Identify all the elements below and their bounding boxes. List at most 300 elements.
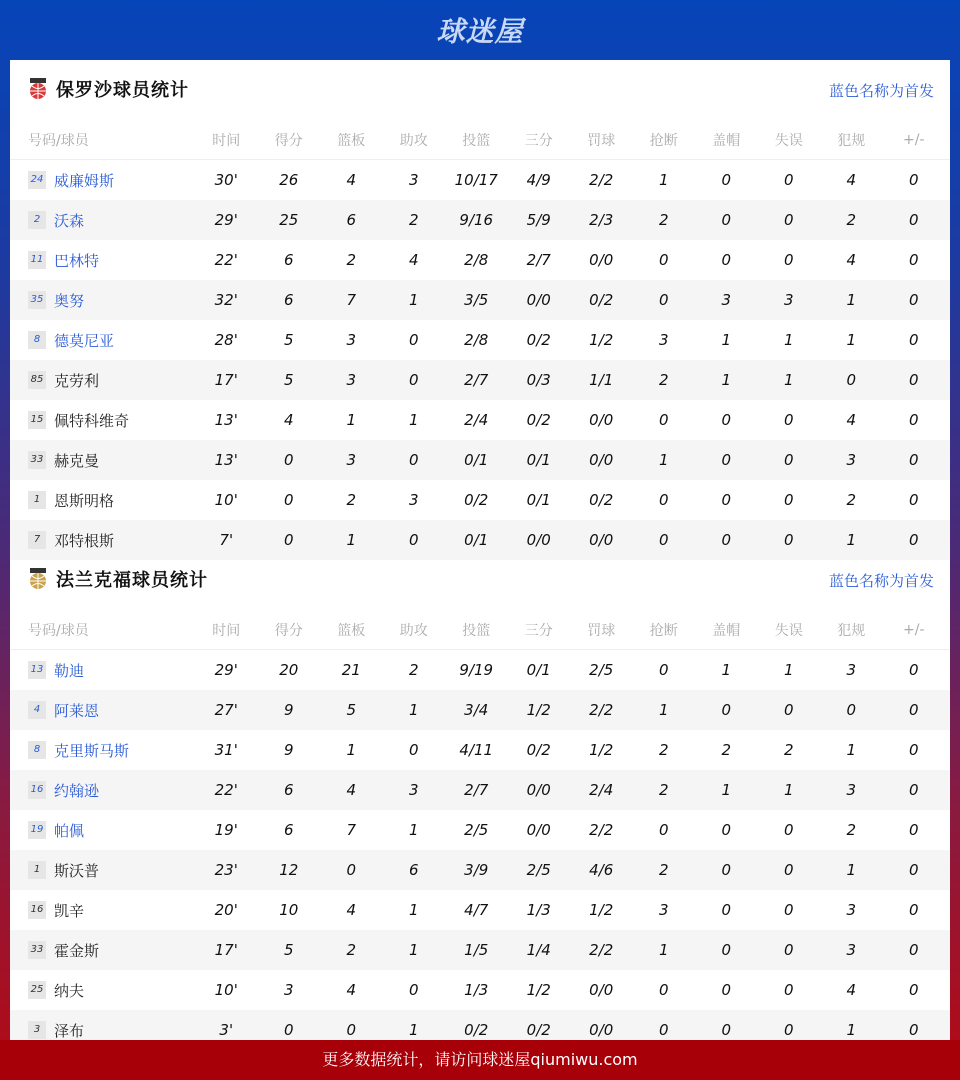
player-cell xyxy=(10,700,195,721)
stat-ft: 0/0 xyxy=(589,251,614,269)
stat-ft: 4/6 xyxy=(589,861,614,879)
jersey-number-badge: 25 xyxy=(28,981,46,999)
team-header xyxy=(10,60,950,120)
stat-plus-minus: 0 xyxy=(908,861,919,879)
stat-fouls: 1 xyxy=(846,291,857,309)
stat-assists: 0 xyxy=(408,981,419,999)
stat-ft: 0/2 xyxy=(589,291,614,309)
column-header[interactable]: 投篮 xyxy=(462,132,491,149)
stat-turnovers: 0 xyxy=(783,171,794,189)
player-row[interactable] xyxy=(10,480,950,520)
stat-turnovers: 0 xyxy=(783,941,794,959)
stat-time: 28' xyxy=(214,331,238,349)
column-header[interactable]: 抢断 xyxy=(649,132,678,149)
column-header[interactable]: 犯规 xyxy=(837,132,866,149)
player-name-link[interactable]: 佩特科维奇 xyxy=(54,411,130,430)
stat-ft: 0/0 xyxy=(589,531,614,549)
column-header[interactable]: +/- xyxy=(903,131,925,148)
stat-fg: 0/1 xyxy=(464,451,489,469)
column-header[interactable]: 篮板 xyxy=(337,622,366,639)
stat-rebounds: 1 xyxy=(346,531,357,549)
stat-blocks: 0 xyxy=(721,171,732,189)
stat-turnovers: 0 xyxy=(783,901,794,919)
stat-rebounds: 0 xyxy=(346,1021,357,1039)
stat-plus-minus: 0 xyxy=(908,171,919,189)
player-row[interactable] xyxy=(10,690,950,730)
stat-steals: 0 xyxy=(658,661,669,679)
player-row[interactable] xyxy=(10,930,950,970)
stat-assists: 3 xyxy=(408,171,419,189)
stat-assists: 6 xyxy=(408,861,419,879)
jersey-number-badge: 7 xyxy=(28,531,46,549)
player-name-link[interactable]: 威廉姆斯 xyxy=(54,171,115,190)
stat-fouls: 1 xyxy=(846,861,857,879)
jersey-number-badge: 33 xyxy=(28,941,46,959)
stat-fouls: 0 xyxy=(846,371,857,389)
player-cell xyxy=(10,1020,195,1041)
stat-three-pt: 0/3 xyxy=(526,371,551,389)
jersey-number-badge: 11 xyxy=(28,251,46,269)
player-row[interactable] xyxy=(10,970,950,1010)
stat-plus-minus: 0 xyxy=(908,451,919,469)
stat-blocks: 0 xyxy=(721,901,732,919)
column-header[interactable]: 盖帽 xyxy=(712,132,741,149)
stat-points: 26 xyxy=(279,171,299,189)
column-header[interactable]: 助攻 xyxy=(399,622,428,639)
stat-plus-minus: 0 xyxy=(908,251,919,269)
stat-steals: 2 xyxy=(658,781,669,799)
stat-fouls: 4 xyxy=(846,171,857,189)
team-title: 法兰克福球员统计 xyxy=(56,570,208,591)
player-cell xyxy=(10,490,195,511)
player-name-link[interactable]: 泽布 xyxy=(54,1021,85,1040)
stat-three-pt: 0/0 xyxy=(526,781,551,799)
stat-plus-minus: 0 xyxy=(908,981,919,999)
player-name-link[interactable]: 克劳利 xyxy=(54,371,100,390)
stat-steals: 0 xyxy=(658,411,669,429)
stat-rebounds: 2 xyxy=(346,251,357,269)
team-title: 保罗沙球员统计 xyxy=(56,80,189,101)
stat-three-pt: 1/4 xyxy=(526,941,551,959)
stat-blocks: 0 xyxy=(721,1021,732,1039)
stat-points: 6 xyxy=(283,291,294,309)
player-cell xyxy=(10,450,195,471)
stat-turnovers: 0 xyxy=(783,251,794,269)
stat-blocks: 1 xyxy=(721,661,732,679)
stat-steals: 1 xyxy=(658,171,669,189)
player-row[interactable] xyxy=(10,400,950,440)
column-header[interactable]: 失误 xyxy=(774,622,803,639)
stat-rebounds: 1 xyxy=(346,741,357,759)
stat-time: 7' xyxy=(219,531,234,549)
stat-fouls: 3 xyxy=(846,781,857,799)
stat-fouls: 1 xyxy=(846,531,857,549)
stat-points: 3 xyxy=(283,981,294,999)
player-name-link[interactable]: 阿莱恩 xyxy=(54,701,100,720)
stat-turnovers: 0 xyxy=(783,411,794,429)
column-header[interactable]: 号码/球员 xyxy=(28,132,89,149)
player-name-link[interactable]: 克里斯马斯 xyxy=(54,741,130,760)
stat-points: 0 xyxy=(283,491,294,509)
stat-ft: 2/2 xyxy=(589,171,614,189)
stat-time: 17' xyxy=(214,371,238,389)
stat-three-pt: 1/2 xyxy=(526,701,551,719)
stat-steals: 1 xyxy=(658,941,669,959)
stat-steals: 0 xyxy=(658,821,669,839)
column-header[interactable]: 犯规 xyxy=(837,622,866,639)
column-header[interactable]: 失误 xyxy=(774,132,803,149)
stat-steals: 0 xyxy=(658,981,669,999)
stat-rebounds: 3 xyxy=(346,451,357,469)
stat-rebounds: 3 xyxy=(346,331,357,349)
column-header[interactable]: 抢断 xyxy=(649,622,678,639)
player-cell xyxy=(10,660,195,681)
stat-time: 31' xyxy=(214,741,238,759)
player-cell xyxy=(10,170,195,191)
stat-points: 10 xyxy=(279,901,299,919)
team-logo-icon xyxy=(28,78,48,100)
stat-ft: 2/2 xyxy=(589,821,614,839)
player-row[interactable] xyxy=(10,280,950,320)
player-name-link[interactable]: 恩斯明格 xyxy=(54,491,115,510)
stat-turnovers: 0 xyxy=(783,451,794,469)
stat-assists: 1 xyxy=(408,701,419,719)
stat-ft: 1/2 xyxy=(589,901,614,919)
stat-rebounds: 4 xyxy=(346,981,357,999)
player-cell xyxy=(10,290,195,311)
player-row[interactable] xyxy=(10,160,950,200)
stat-steals: 2 xyxy=(658,371,669,389)
stat-rebounds: 4 xyxy=(346,171,357,189)
stat-blocks: 0 xyxy=(721,531,732,549)
stat-blocks: 3 xyxy=(721,291,732,309)
stat-time: 23' xyxy=(214,861,238,879)
footer-banner[interactable]: 更多数据统计，请访问球迷屋qiumiwu.com xyxy=(0,1040,960,1080)
stat-fouls: 0 xyxy=(846,701,857,719)
stat-fouls: 3 xyxy=(846,661,857,679)
player-name-link[interactable]: 邓特根斯 xyxy=(54,531,115,550)
stat-fg: 3/4 xyxy=(464,701,489,719)
stat-points: 0 xyxy=(283,451,294,469)
column-header[interactable]: 罚球 xyxy=(587,132,616,149)
player-name-link[interactable]: 斯沃普 xyxy=(54,861,100,880)
stat-time: 13' xyxy=(214,411,238,429)
stat-steals: 0 xyxy=(658,531,669,549)
stats-card xyxy=(10,60,950,1040)
stat-turnovers: 0 xyxy=(783,1021,794,1039)
player-name-link[interactable]: 奥努 xyxy=(54,291,85,310)
player-row[interactable] xyxy=(10,360,950,400)
player-row[interactable] xyxy=(10,810,950,850)
stat-three-pt: 0/0 xyxy=(526,291,551,309)
player-name-link[interactable]: 德莫尼亚 xyxy=(54,331,115,350)
stat-rebounds: 4 xyxy=(346,781,357,799)
stat-points: 12 xyxy=(279,861,299,879)
player-row[interactable] xyxy=(10,320,950,360)
stat-rebounds: 5 xyxy=(346,701,357,719)
stat-plus-minus: 0 xyxy=(908,701,919,719)
stat-turnovers: 0 xyxy=(783,701,794,719)
stat-steals: 0 xyxy=(658,251,669,269)
player-cell xyxy=(10,410,195,431)
stat-rebounds: 6 xyxy=(346,211,357,229)
stat-rebounds: 7 xyxy=(346,821,357,839)
stat-steals: 0 xyxy=(658,491,669,509)
stat-blocks: 1 xyxy=(721,371,732,389)
stat-fouls: 4 xyxy=(846,251,857,269)
stat-plus-minus: 0 xyxy=(908,211,919,229)
stat-assists: 1 xyxy=(408,411,419,429)
column-header[interactable]: 时间 xyxy=(212,622,241,639)
stat-ft: 1/2 xyxy=(589,741,614,759)
player-row[interactable] xyxy=(10,200,950,240)
stat-assists: 3 xyxy=(408,491,419,509)
jersey-number-badge: 15 xyxy=(28,411,46,429)
player-name-link[interactable]: 勒迪 xyxy=(54,661,85,680)
stat-time: 19' xyxy=(214,821,238,839)
stat-turnovers: 3 xyxy=(783,291,794,309)
jersey-number-badge: 16 xyxy=(28,901,46,919)
starter-legend-note: 蓝色名称为首发 xyxy=(828,572,934,590)
stat-rebounds: 1 xyxy=(346,411,357,429)
stat-turnovers: 2 xyxy=(783,741,794,759)
stat-fouls: 1 xyxy=(846,1021,857,1039)
stat-time: 3' xyxy=(219,1021,234,1039)
stat-assists: 2 xyxy=(408,661,419,679)
column-header[interactable]: 三分 xyxy=(524,132,553,149)
stat-turnovers: 0 xyxy=(783,531,794,549)
stat-ft: 0/0 xyxy=(589,451,614,469)
stat-blocks: 1 xyxy=(721,331,732,349)
stat-time: 30' xyxy=(214,171,238,189)
player-name-link[interactable]: 巴林特 xyxy=(54,251,100,270)
stat-rebounds: 3 xyxy=(346,371,357,389)
stat-three-pt: 1/3 xyxy=(526,901,551,919)
column-header[interactable]: 罚球 xyxy=(587,622,616,639)
stat-steals: 2 xyxy=(658,861,669,879)
player-row[interactable] xyxy=(10,770,950,810)
stat-time: 10' xyxy=(214,491,238,509)
column-header[interactable]: 时间 xyxy=(212,132,241,149)
stat-steals: 1 xyxy=(658,701,669,719)
column-header[interactable]: 得分 xyxy=(274,622,303,639)
player-name-link[interactable]: 纳夫 xyxy=(54,981,85,1000)
stat-ft: 1/1 xyxy=(589,371,614,389)
stat-points: 5 xyxy=(283,941,294,959)
stat-fouls: 2 xyxy=(846,491,857,509)
stat-turnovers: 1 xyxy=(783,661,794,679)
player-row[interactable] xyxy=(10,440,950,480)
stat-time: 13' xyxy=(214,451,238,469)
stat-three-pt: 2/5 xyxy=(526,861,551,879)
jersey-number-badge: 1 xyxy=(28,861,46,879)
player-row[interactable] xyxy=(10,650,950,690)
team-header xyxy=(10,550,950,610)
player-name-link[interactable]: 赫克曼 xyxy=(54,451,100,470)
stat-assists: 0 xyxy=(408,741,419,759)
jersey-number-badge: 8 xyxy=(28,741,46,759)
stat-ft: 2/2 xyxy=(589,941,614,959)
stat-three-pt: 0/2 xyxy=(526,331,551,349)
stat-rebounds: 2 xyxy=(346,491,357,509)
player-name-link[interactable]: 沃森 xyxy=(54,211,85,230)
player-cell xyxy=(10,860,195,881)
stat-ft: 0/2 xyxy=(589,491,614,509)
stat-steals: 2 xyxy=(658,741,669,759)
jersey-number-badge: 85 xyxy=(28,371,46,389)
player-cell xyxy=(10,370,195,391)
table-header-row xyxy=(10,120,950,160)
stat-fg: 9/19 xyxy=(459,661,494,679)
jersey-number-badge: 2 xyxy=(28,211,46,229)
player-row[interactable] xyxy=(10,890,950,930)
stat-fg: 1/5 xyxy=(464,941,489,959)
column-header[interactable]: 号码/球员 xyxy=(28,622,89,639)
stat-ft: 0/0 xyxy=(589,411,614,429)
player-row[interactable] xyxy=(10,730,950,770)
stat-assists: 1 xyxy=(408,1021,419,1039)
stat-rebounds: 7 xyxy=(346,291,357,309)
stat-assists: 3 xyxy=(408,781,419,799)
stat-fg: 3/9 xyxy=(464,861,489,879)
player-row[interactable] xyxy=(10,240,950,280)
jersey-number-badge: 33 xyxy=(28,451,46,469)
column-header[interactable]: 盖帽 xyxy=(712,622,741,639)
player-cell xyxy=(10,210,195,231)
stat-steals: 0 xyxy=(658,291,669,309)
player-cell xyxy=(10,940,195,961)
stat-fg: 0/2 xyxy=(464,1021,489,1039)
stat-fg: 2/8 xyxy=(464,251,489,269)
stat-steals: 2 xyxy=(658,211,669,229)
stat-three-pt: 0/1 xyxy=(526,451,551,469)
team-section xyxy=(10,550,950,1040)
stat-time: 29' xyxy=(214,211,238,229)
player-cell xyxy=(10,330,195,351)
stat-turnovers: 1 xyxy=(783,371,794,389)
stat-plus-minus: 0 xyxy=(908,661,919,679)
stat-points: 6 xyxy=(283,821,294,839)
stat-points: 5 xyxy=(283,331,294,349)
stat-ft: 2/2 xyxy=(589,701,614,719)
stat-three-pt: 0/1 xyxy=(526,491,551,509)
stat-blocks: 0 xyxy=(721,821,732,839)
team-logo-icon xyxy=(28,568,48,590)
stat-fg: 2/4 xyxy=(464,411,489,429)
stat-points: 9 xyxy=(283,741,294,759)
stat-plus-minus: 0 xyxy=(908,821,919,839)
player-row[interactable] xyxy=(10,850,950,890)
stat-turnovers: 0 xyxy=(783,861,794,879)
player-cell xyxy=(10,820,195,841)
stat-turnovers: 0 xyxy=(783,981,794,999)
stat-assists: 4 xyxy=(408,251,419,269)
stat-plus-minus: 0 xyxy=(908,941,919,959)
jersey-number-badge: 3 xyxy=(28,1021,46,1039)
stat-time: 27' xyxy=(214,701,238,719)
stat-rebounds: 4 xyxy=(346,901,357,919)
stat-time: 22' xyxy=(214,781,238,799)
player-cell xyxy=(10,780,195,801)
stat-blocks: 0 xyxy=(721,981,732,999)
stat-points: 0 xyxy=(283,531,294,549)
column-header[interactable]: 投篮 xyxy=(462,622,491,639)
stat-three-pt: 5/9 xyxy=(526,211,551,229)
stat-plus-minus: 0 xyxy=(908,411,919,429)
column-header[interactable]: 得分 xyxy=(274,132,303,149)
stat-time: 32' xyxy=(214,291,238,309)
player-name-link[interactable]: 霍金斯 xyxy=(54,941,100,960)
column-header[interactable]: +/- xyxy=(903,621,925,638)
stat-steals: 3 xyxy=(658,331,669,349)
player-cell xyxy=(10,740,195,761)
stat-assists: 1 xyxy=(408,901,419,919)
stat-time: 17' xyxy=(214,941,238,959)
stat-fg: 2/5 xyxy=(464,821,489,839)
starter-legend-note: 蓝色名称为首发 xyxy=(828,82,934,100)
stat-plus-minus: 0 xyxy=(908,491,919,509)
stat-fouls: 3 xyxy=(846,451,857,469)
stat-turnovers: 0 xyxy=(783,821,794,839)
stat-points: 20 xyxy=(279,661,299,679)
column-header[interactable]: 三分 xyxy=(524,622,553,639)
stat-time: 20' xyxy=(214,901,238,919)
player-name-link[interactable]: 帕佩 xyxy=(54,821,85,840)
jersey-number-badge: 35 xyxy=(28,291,46,309)
stat-three-pt: 4/9 xyxy=(526,171,551,189)
stat-turnovers: 1 xyxy=(783,331,794,349)
stat-rebounds: 2 xyxy=(346,941,357,959)
stat-turnovers: 0 xyxy=(783,491,794,509)
stat-assists: 0 xyxy=(408,531,419,549)
stat-fouls: 2 xyxy=(846,821,857,839)
player-cell xyxy=(10,530,195,551)
stat-fg: 10/17 xyxy=(454,171,498,189)
stat-ft: 0/0 xyxy=(589,981,614,999)
stat-three-pt: 0/0 xyxy=(526,821,551,839)
player-name-link[interactable]: 约翰逊 xyxy=(54,781,100,800)
player-name-link[interactable]: 凯辛 xyxy=(54,901,85,920)
stat-blocks: 2 xyxy=(721,741,732,759)
stat-fg: 9/16 xyxy=(459,211,494,229)
stat-fg: 2/7 xyxy=(464,781,489,799)
stat-fg: 4/11 xyxy=(459,741,494,759)
column-header[interactable]: 助攻 xyxy=(399,132,428,149)
stat-fg: 2/8 xyxy=(464,331,489,349)
column-header[interactable]: 篮板 xyxy=(337,132,366,149)
stat-fg: 4/7 xyxy=(464,901,489,919)
stat-fg: 0/2 xyxy=(464,491,489,509)
stat-fouls: 1 xyxy=(846,741,857,759)
stat-three-pt: 0/2 xyxy=(526,1021,551,1039)
stat-blocks: 0 xyxy=(721,451,732,469)
stat-plus-minus: 0 xyxy=(908,781,919,799)
stat-points: 6 xyxy=(283,251,294,269)
stat-assists: 2 xyxy=(408,211,419,229)
stat-plus-minus: 0 xyxy=(908,741,919,759)
stat-fouls: 3 xyxy=(846,941,857,959)
stat-plus-minus: 0 xyxy=(908,531,919,549)
stat-steals: 0 xyxy=(658,1021,669,1039)
stat-fg: 3/5 xyxy=(464,291,489,309)
stat-fouls: 2 xyxy=(846,211,857,229)
stat-plus-minus: 0 xyxy=(908,371,919,389)
stat-three-pt: 2/7 xyxy=(526,251,551,269)
stat-assists: 0 xyxy=(408,451,419,469)
player-cell xyxy=(10,900,195,921)
stat-time: 29' xyxy=(214,661,238,679)
stat-fg: 0/1 xyxy=(464,531,489,549)
